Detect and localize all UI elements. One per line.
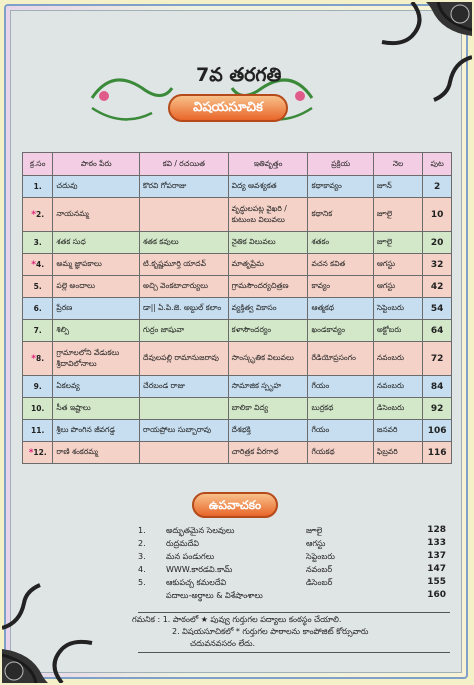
row-number: *8. <box>23 342 53 376</box>
list-item <box>138 589 450 602</box>
col-header-theme: ఇతివృత్తం <box>228 153 308 176</box>
row-lesson: సీత ఇష్టాలు <box>53 398 140 420</box>
row-month: ఫిబ్రవరి <box>373 442 422 464</box>
row-genre: రేడియోప్రసంగం <box>308 342 373 376</box>
row-author <box>140 198 229 232</box>
contents-table <box>22 152 452 464</box>
row-page: 116 <box>423 442 452 464</box>
row-genre: శతకం <box>308 232 373 254</box>
row-month: జూన్ <box>373 176 422 198</box>
row-theme: విద్య ఆవశ్యకత <box>228 176 308 198</box>
row-author: కొరవి గోపరాజు <box>140 176 229 198</box>
note-line-1: గమనిక : 1. పాఠంలో ★ పువ్వు గుర్తుగల పద్యాలు కంఠస్థం చేయాలి. <box>132 615 342 624</box>
ornament-corner-top-right <box>372 2 472 102</box>
row-number: 11. <box>23 420 53 442</box>
list-item <box>138 576 450 589</box>
row-month: డిసెంబరు <box>373 398 422 420</box>
row-theme: సాంస్కృతిక విలువలు <box>228 342 308 376</box>
divider <box>138 612 450 613</box>
table-row <box>23 420 452 442</box>
contents-title: విషయసూచిక <box>168 94 288 122</box>
item-month: డిసెంబర్ <box>306 578 333 587</box>
star-marker: * <box>28 447 34 458</box>
row-lesson: నాయనమ్మ <box>53 198 140 232</box>
row-page: 64 <box>423 320 452 342</box>
list-item <box>138 550 450 563</box>
row-number: 9. <box>23 376 53 398</box>
row-lesson: ఏకలవ్య <box>53 376 140 398</box>
supplementary-list <box>138 524 450 602</box>
item-number: 2. <box>138 539 146 548</box>
table-row <box>23 320 452 342</box>
row-genre: వచన కవిత <box>308 254 373 276</box>
row-genre: ఆత్మకథ <box>308 298 373 320</box>
row-theme: వృద్ధులపట్ల వైఖరి / కుటుంబ విలువలు <box>228 198 308 232</box>
row-page: 92 <box>423 398 452 420</box>
item-page: 160 <box>427 590 446 600</box>
list-item <box>138 524 450 537</box>
star-marker: * <box>31 209 37 220</box>
row-theme: నైతిక విలువలు <box>228 232 308 254</box>
item-number: 1. <box>138 526 146 535</box>
row-author: టి.కృష్ణమూర్తి యాదవ్ <box>140 254 229 276</box>
list-item <box>138 563 450 576</box>
row-month: నవంబరు <box>373 376 422 398</box>
row-theme: దేశభక్తి <box>228 420 308 442</box>
row-author: అచ్చి వెంకటాచార్యులు <box>140 276 229 298</box>
col-header-lesson: పాఠం పేరు <box>53 153 140 176</box>
row-theme: చారిత్రక వీరగాథ <box>228 442 308 464</box>
table-row <box>23 298 452 320</box>
row-month: సెప్టెంబరు <box>373 298 422 320</box>
row-lesson: శతక సుధ <box>53 232 140 254</box>
row-month: జూలై <box>373 232 422 254</box>
item-number: 4. <box>138 565 146 574</box>
table-row <box>23 254 452 276</box>
row-theme: కళాసౌందర్యం <box>228 320 308 342</box>
row-theme: బాలికా విద్య <box>228 398 308 420</box>
row-number: 5. <box>23 276 53 298</box>
item-title: పదాలు-అర్థాలు & విశేషాంశాలు <box>166 591 263 600</box>
item-month: జూలై <box>306 526 323 535</box>
row-author: దేవులపల్లి రామానుజరావు <box>140 342 229 376</box>
row-month: ఆగస్టు <box>373 254 422 276</box>
row-genre: కథాకావ్యం <box>308 176 373 198</box>
col-header-month: నెల <box>373 153 422 176</box>
item-page: 147 <box>427 564 446 574</box>
row-number: 7. <box>23 320 53 342</box>
row-number: 10. <box>23 398 53 420</box>
row-genre: బుర్రకథ <box>308 398 373 420</box>
item-title: అద్భుతమైన సెలవులు <box>166 526 235 535</box>
item-title: రుద్రమదేవి <box>166 539 199 548</box>
row-author: గుర్రం జాషువా <box>140 320 229 342</box>
divider <box>138 652 450 653</box>
row-genre: ఖండకావ్యం <box>308 320 373 342</box>
row-page: 2 <box>423 176 452 198</box>
row-theme: గ్రామసౌందర్యచిత్రణ <box>228 276 308 298</box>
table-row <box>23 398 452 420</box>
row-number: 1. <box>23 176 53 198</box>
table-row <box>23 198 452 232</box>
row-author <box>140 398 229 420</box>
row-genre: గేయం <box>308 420 373 442</box>
row-month: ఆగస్టు <box>373 276 422 298</box>
row-page: 42 <box>423 276 452 298</box>
row-theme: సామాజిక స్పృహ <box>228 376 308 398</box>
item-title: WWW.కారడవి.కామ్ <box>166 565 233 574</box>
star-marker: * <box>31 259 37 270</box>
item-month: సెప్టెంబరు <box>306 552 335 561</box>
row-lesson: పల్లె అందాలు <box>53 276 140 298</box>
row-page: 106 <box>423 420 452 442</box>
row-lesson: గ్రామాలలోని వేడుకలు శ్రీదావిలోనాలు <box>53 342 140 376</box>
row-genre: కథానిక <box>308 198 373 232</box>
row-page: 20 <box>423 232 452 254</box>
item-number: 3. <box>138 552 146 561</box>
col-header-author: కవి / రచయిత <box>140 153 229 176</box>
table-header-row <box>23 153 452 176</box>
notes-block <box>132 614 454 650</box>
note-label: గమనిక : <box>132 615 161 624</box>
row-month: నవంబరు <box>373 342 422 376</box>
item-page: 155 <box>427 577 446 587</box>
table-row <box>23 342 452 376</box>
row-page: 54 <box>423 298 452 320</box>
row-genre: గేయకథ <box>308 442 373 464</box>
note-line-3: చదువనవసరం లేదు. <box>190 639 256 648</box>
item-page: 137 <box>427 551 446 561</box>
note-line-2: 2. విషయసూచికలో * గుర్తుగల పాఠాలను కాంపోజిట్ కోర్సువారు <box>172 627 369 636</box>
row-page: 32 <box>423 254 452 276</box>
row-lesson: చదువు <box>53 176 140 198</box>
col-header-genre: ప్రక్రియ <box>308 153 373 176</box>
item-title: ఆకుపచ్చ కమలదేవి <box>166 578 227 587</box>
row-number: 6. <box>23 298 53 320</box>
col-header-page: పుట <box>423 153 452 176</box>
row-author: రాయప్రోలు సుబ్బారావు <box>140 420 229 442</box>
row-month: జనవరి <box>373 420 422 442</box>
row-month: అక్టోబరు <box>373 320 422 342</box>
row-number: 3. <box>23 232 53 254</box>
table-row <box>23 376 452 398</box>
row-number: *12. <box>23 442 53 464</box>
row-number: *4. <box>23 254 53 276</box>
row-number: *2. <box>23 198 53 232</box>
list-item <box>138 537 450 550</box>
table-row <box>23 442 452 464</box>
row-lesson: రాణి శంకరమ్మ <box>53 442 140 464</box>
item-month: ఆగస్టు <box>306 539 326 548</box>
row-lesson: అమ్మ జ్ఞాపకాలు <box>53 254 140 276</box>
star-marker: * <box>31 353 37 364</box>
row-lesson: శ్రీలు పొంగిన జీవగడ్డ <box>53 420 140 442</box>
item-page: 128 <box>427 525 446 535</box>
row-lesson: శిల్పి <box>53 320 140 342</box>
class-title: 7వ తరగతి <box>196 64 282 86</box>
row-page: 10 <box>423 198 452 232</box>
row-genre: కావ్యం <box>308 276 373 298</box>
row-author: శతక కవులు <box>140 232 229 254</box>
item-page: 133 <box>427 538 446 548</box>
item-month: నవంబర్ <box>306 565 333 574</box>
item-number: 5. <box>138 578 146 587</box>
col-header-number: క్ర.సం <box>23 153 53 176</box>
row-genre: గేయం <box>308 376 373 398</box>
table-row <box>23 276 452 298</box>
item-title: మన పండుగలు <box>166 552 215 561</box>
row-theme: వ్యక్తిత్వ వికాసం <box>228 298 308 320</box>
row-lesson: ప్రేరణ <box>53 298 140 320</box>
supplementary-title: ఉపవాచకం <box>192 492 278 518</box>
row-author: చేరబండ రాజు <box>140 376 229 398</box>
row-author: డా|| ఏ.పి.జె. అబ్దుల్ కలాం <box>140 298 229 320</box>
table-row <box>23 176 452 198</box>
table-row <box>23 232 452 254</box>
ornament-corner-bottom-left <box>2 583 102 683</box>
row-author <box>140 442 229 464</box>
row-theme: మాతృప్రేమ <box>228 254 308 276</box>
row-page: 72 <box>423 342 452 376</box>
row-page: 84 <box>423 376 452 398</box>
row-month: జూలై <box>373 198 422 232</box>
